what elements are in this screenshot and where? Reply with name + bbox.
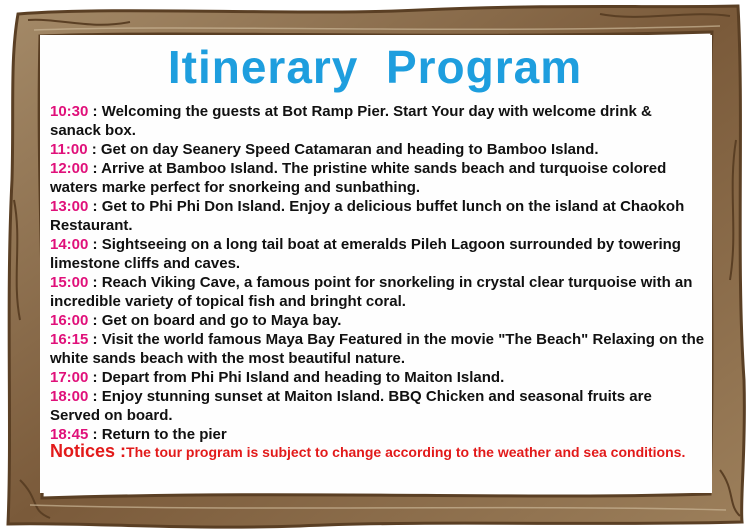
item-text: : Welcoming the guests at Bot Ramp Pier. Start Your day with welcome drink & sanack box. — [50, 103, 652, 139]
item-text: : Enjoy stunning sunset at Maiton Island. BBQ Chicken and seasonal fruits are Served on board. — [50, 388, 652, 424]
time-label: 18:00 — [50, 388, 89, 405]
item-text: : Visit the world famous Maya Bay Featured in the movie "The Beach" Relaxing on the white sands beach with the most beautiful nature. — [50, 331, 705, 367]
list-item — [50, 140, 705, 159]
notice-label: Notices : — [50, 441, 127, 461]
list-item — [50, 273, 705, 311]
time-label: 11:00 — [50, 141, 88, 158]
item-text: : Return to the pier — [88, 426, 227, 443]
itinerary-list — [50, 102, 705, 444]
time-label: 16:15 — [50, 331, 89, 348]
item-text: : Depart from Phi Phi Island and heading to Maiton Island. — [88, 369, 505, 386]
list-item — [50, 368, 705, 387]
notice-text: The tour program is subject to change according to the weather and sea conditions. — [126, 444, 686, 460]
list-item — [50, 235, 705, 273]
item-text: : Arrive at Bamboo Island. The pristine white sands beach and turquoise colored waters marke perfect for snorkeing and sunbathing. — [50, 160, 667, 196]
page-title: Itinerary Program — [167, 41, 583, 93]
time-label: 13:00 — [50, 198, 89, 215]
item-text: : Get on board and go to Maya bay. — [88, 312, 342, 329]
time-label: 17:00 — [50, 369, 89, 386]
time-label: 16:00 — [50, 312, 89, 329]
time-label: 10:30 — [50, 103, 89, 120]
list-item — [50, 330, 705, 368]
time-label: 15:00 — [50, 274, 89, 291]
time-label: 12:00 — [50, 160, 89, 177]
time-label: 14:00 — [50, 236, 89, 253]
list-item — [50, 197, 705, 235]
list-item — [50, 102, 705, 140]
item-text: : Get on day Seanery Speed Catamaran and heading to Bamboo Island. — [87, 141, 599, 158]
list-item — [50, 159, 705, 197]
item-text: : Sightseeing on a long tail boat at emeralds Pileh Lagoon surrounded by towering limestone cliffs and caves. — [50, 236, 681, 272]
item-text: : Reach Viking Cave, a famous point for snorkeling in crystal clear turquoise with an incredible variety of topical fish and bringht coral. — [50, 274, 693, 310]
time-label: 18:45 — [50, 426, 89, 443]
list-item — [50, 387, 705, 425]
notice — [50, 442, 700, 462]
list-item — [50, 311, 705, 330]
item-text: : Get to Phi Phi Don Island. Enjoy a delicious buffet lunch on the island at Chaokoh Restaurant. — [50, 198, 685, 234]
